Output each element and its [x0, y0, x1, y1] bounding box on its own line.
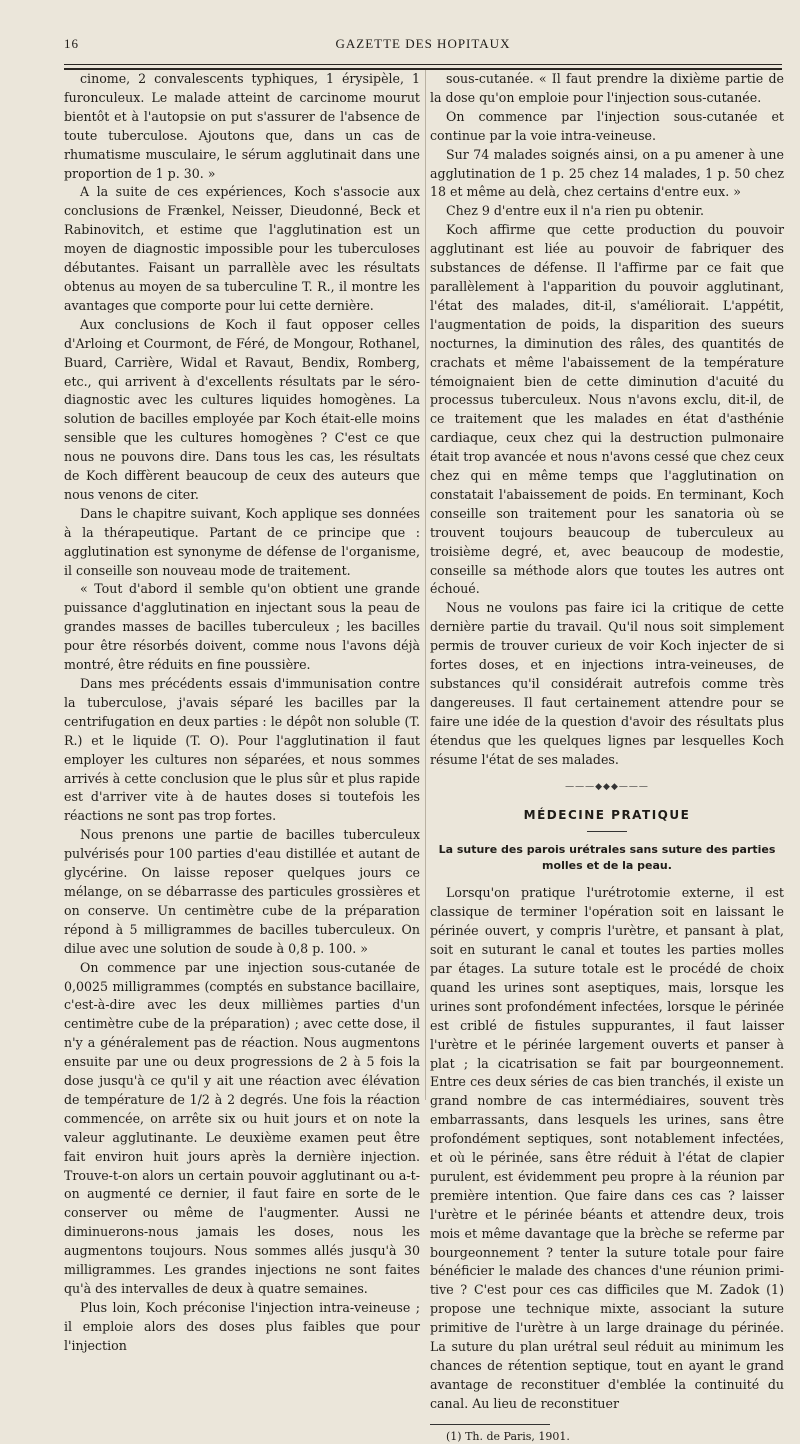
article-title: La suture des parois urétrales sans suture des parties molles et de la peau.	[438, 843, 776, 873]
footnote-text: (1) Th. de Paris, 1901.	[446, 1429, 570, 1443]
paragraph: Koch affirme que cette production du pouvoir agglutinant est liée au pouvoir de fabriquer des substances de défense. Il l'affirme par ce fait que parallèlement à l'apparition du pouvoir agglutinant, l'état des malades, dit-il, s'améliorait. L'appétit, l'augmentation de poids, la disparition des sueurs nocturnes, la diminution des râles, des quantités de crachats et même l'abaissement de la température témoignaient bien de cette diminution d'acuité du processus tuberculeux. Nous n'avons exclu, dit-il, de ce traitement que les malades en état d'asthénie cardiaque, ceux chez qui la destruction pulmonaire était trop avancée et nous n'avons cessé que chez ceux chez qui en même temps que l'agglutination on constatait l'abaissement de poids. En terminant, Koch conseille son traitement pour les sanatoria où se trouvent toujours beaucoup de tuberculeux au troisième degré, et, avec beaucoup de modestie, conseille sa méthode alors que toutes les autres ont échoué.	[430, 222, 784, 597]
paragraph: Plus loin, Koch préconise l'injection intra-veineuse ; il emploie alors des doses plus faibles que pour l'injection	[64, 1299, 420, 1353]
paragraph: Dans mes précédents essais d'immunisation contre la tuberculose, j'avais séparé les bacilles par la centrifugation en deux parties : le dépôt non soluble (T. R.) et le liquide (T. O). Pour l'agglutination il faut employer les cultures non séparées, et nous sommes arrivés à cette conclusion que le plus sûr et plus rapide est d'arriver vite à de hautes doses si toutefois les réactions ne sont pas trop fortes.	[64, 676, 420, 824]
paragraph: Chez 9 d'entre eux il n'a rien pu obtenir.	[446, 203, 705, 219]
page-number: 16	[64, 36, 79, 51]
paragraph: Nous ne voulons pas faire ici la critique de cette dernière partie du travail. Qu'il nous soit simplement permis de trouver curieux de voir Koch injecter de si fortes doses, et en injections intra-veineuses, de substances qu'il considérait autrefois comme très dangereuses. Il faut certainement attendre pour se faire une idée de la question d'avoir des résultats plus étendus que les quelques lignes par lesquelles Koch résume l'état de ses malades.	[430, 600, 784, 767]
paragraph: « Tout d'abord il semble qu'on obtient une grande puissance d'agglutination en injectant sous la peau de grandes masses de bacilles tuberculeux ; les bacilles pour être résorbés doivent, comme nous l'avons déjà montré, être réduits en fine poussière.	[64, 581, 420, 673]
footnote-rule	[430, 1424, 550, 1425]
column-divider	[425, 70, 426, 1100]
footnote	[430, 1429, 784, 1444]
page-header	[64, 36, 782, 52]
paragraph: Dans le chapitre suivant, Koch applique ses données à la thérapeutique. Partant de ce principe que : agglutination est synonyme de défense de l'organisme, il conseille son nouveau mode de traitement.	[64, 505, 420, 578]
paragraph: On commence par l'injection sous-cutanée et continue par la voie intra-veineuse.	[430, 108, 784, 143]
paragraph: Aux conclusions de Koch il faut opposer celles d'Arloing et Courmont, de Féré, de Mongour, Rothanel, Buard, Carrière, Widal et Ravaut, Bendix, Romberg, etc., qui arrivent à d'excellents résultats par le séro-diagnostic avec les cultures liquides homogènes. La solution de bacilles employée par Koch était-elle moins sensible que les cultures homogènes ? C'est ce que nous ne pouvons dire. Dans tous les cas, les résultats de Koch diffèrent beaucoup de ceux des auteurs que nous venons de citer.	[64, 316, 420, 502]
paragraph: Sur 74 malades soignés ainsi, on a pu amener à une agglutination de 1 p. 25 chez 14 malades, 1 p. 50 chez 18 et même au delà, chez certains d'entre eux. »	[430, 146, 784, 200]
title-rule	[587, 831, 627, 832]
paragraph: Nous prenons une partie de bacilles tuberculeux pulvérisés pour 100 parties d'eau distillée et autant de glycérine. On laisse reposer quelques jours ce mélange, on se débarrasse des particules grossières et on conserve. Un centimètre cube de la préparation répond à 5 milligrammes de bacilles tuberculeux. On dilue avec une solution de soude à 0,8 p. 100. »	[64, 827, 420, 956]
paragraph: On commence par une injection sous-cutanée de 0,0025 milligrammes (comptés en substance bacillaire, c'est-à-dire avec les deux millièmes parties d'un centimètre cube de la préparation) ; avec cette dose, il n'y a généralement pas de réaction. Nous augmentons ensuite par une ou deux progressions de 2 à 5 fois la dose jusqu'à ce qu'il y ait une réaction avec élévation de température de 1/2 à 2 degrés. Une fois la réaction commencée, on arrête six ou huit jours et on note la valeur agglutinante. Le deuxième examen peut être fait environ huit jours après la dernière injection. Trouve-t-on alors un certain pouvoir agglutinant ou a-t-on augmenté ce dernier, il faut faire en sorte de le conserver ou même de l'augmenter. Aussi ne diminuerons-nous jamais les doses, nous les augmentons toujours. Nous sommes allés jusqu'à 30 milligrammes. Les grandes injections ne sont faites qu'à des intervalles de deux à quatre semaines.	[64, 959, 420, 1296]
section-ornament: ———◆◆◆———	[565, 781, 649, 792]
paragraph: sous-cutanée. « Il faut prendre la dixième partie de la dose qu'on emploie pour l'injection sous-cutanée.	[430, 71, 784, 105]
header-rule	[64, 64, 782, 65]
right-column	[430, 70, 784, 1443]
paragraph: A la suite de ces expériences, Koch s'associe aux conclusions de Frænkel, Neisser, Dieudonné, Beck et Rabinovitch, et estime que l'agglutination est un moyen de diagnostic impossible pour les tuberculoses débutantes. Faisant un parrallèle avec les résultats obtenus au moyen de sa tuberculine T. R., il montre les avantages que comporte pour lui cette dernière.	[64, 184, 420, 313]
section-title: MÉDECINE PRATIQUE	[523, 808, 691, 823]
running-title: GAZETTE DES HOPITAUX	[335, 36, 511, 51]
paragraph: Lorsqu'on pratique l'urétrotomie externe, il est classique de terminer l'opération soit en laissant le périnée ouvert, y compris l'urètre, et pansant à plat, soit en suturant le canal et toutes les parties molles par étages. La suture totale est le procédé de choix quand les urines sont aseptiques, mais, lorsque les urines sont profondément infectées, lorsque le périnée est criblé de fistules suppurantes, il faut laisser l'urètre et le périnée largement ouverts et panser à plat ; la cicatrisation se fait par bourgeonnement. Entre ces deux séries de cas bien tranchés, il existe un grand nombre de cas intermédiaires, souvent très embarrassants, dans lesquels les urines, sans être profondément septiques, sont notablement infectées, et où le périnée, sans être réduit à l'état de clapier purulent, est évidemment peu propre à la réunion par première intention. Que faire dans ces cas ? laisser l'urètre et le périnée béants et attendre deux, trois mois et même davantage que la brèche se referme par bourgeonnement ? tenter la suture totale pour faire bénéficier le malade des chances d'une réunion primitive ? C'est pour ces cas difficiles que M. Zadok (1) propose une technique mixte, associant la suture primitive de l'urètre à un large drainage du périnée. La suture du plan urétral seul réduit au minimum les chances de rétention septique, tout en ayant le grand avantage de reconstituer d'emblée la continuité du canal. Au lieu de reconstituer	[430, 885, 784, 1411]
left-column	[64, 70, 420, 1353]
paragraph: cinome, 2 convalescents typhiques, 1 érysipèle, 1 furonculeux. Le malade atteint de carcinome mourut bientôt et à l'autopsie on put s'assurer de l'absence de toute tuberculose. Ajoutons que, dans un cas de rhumatisme musculaire, le sérum agglutinait dans une proportion de 1 p. 30. »	[64, 71, 420, 181]
